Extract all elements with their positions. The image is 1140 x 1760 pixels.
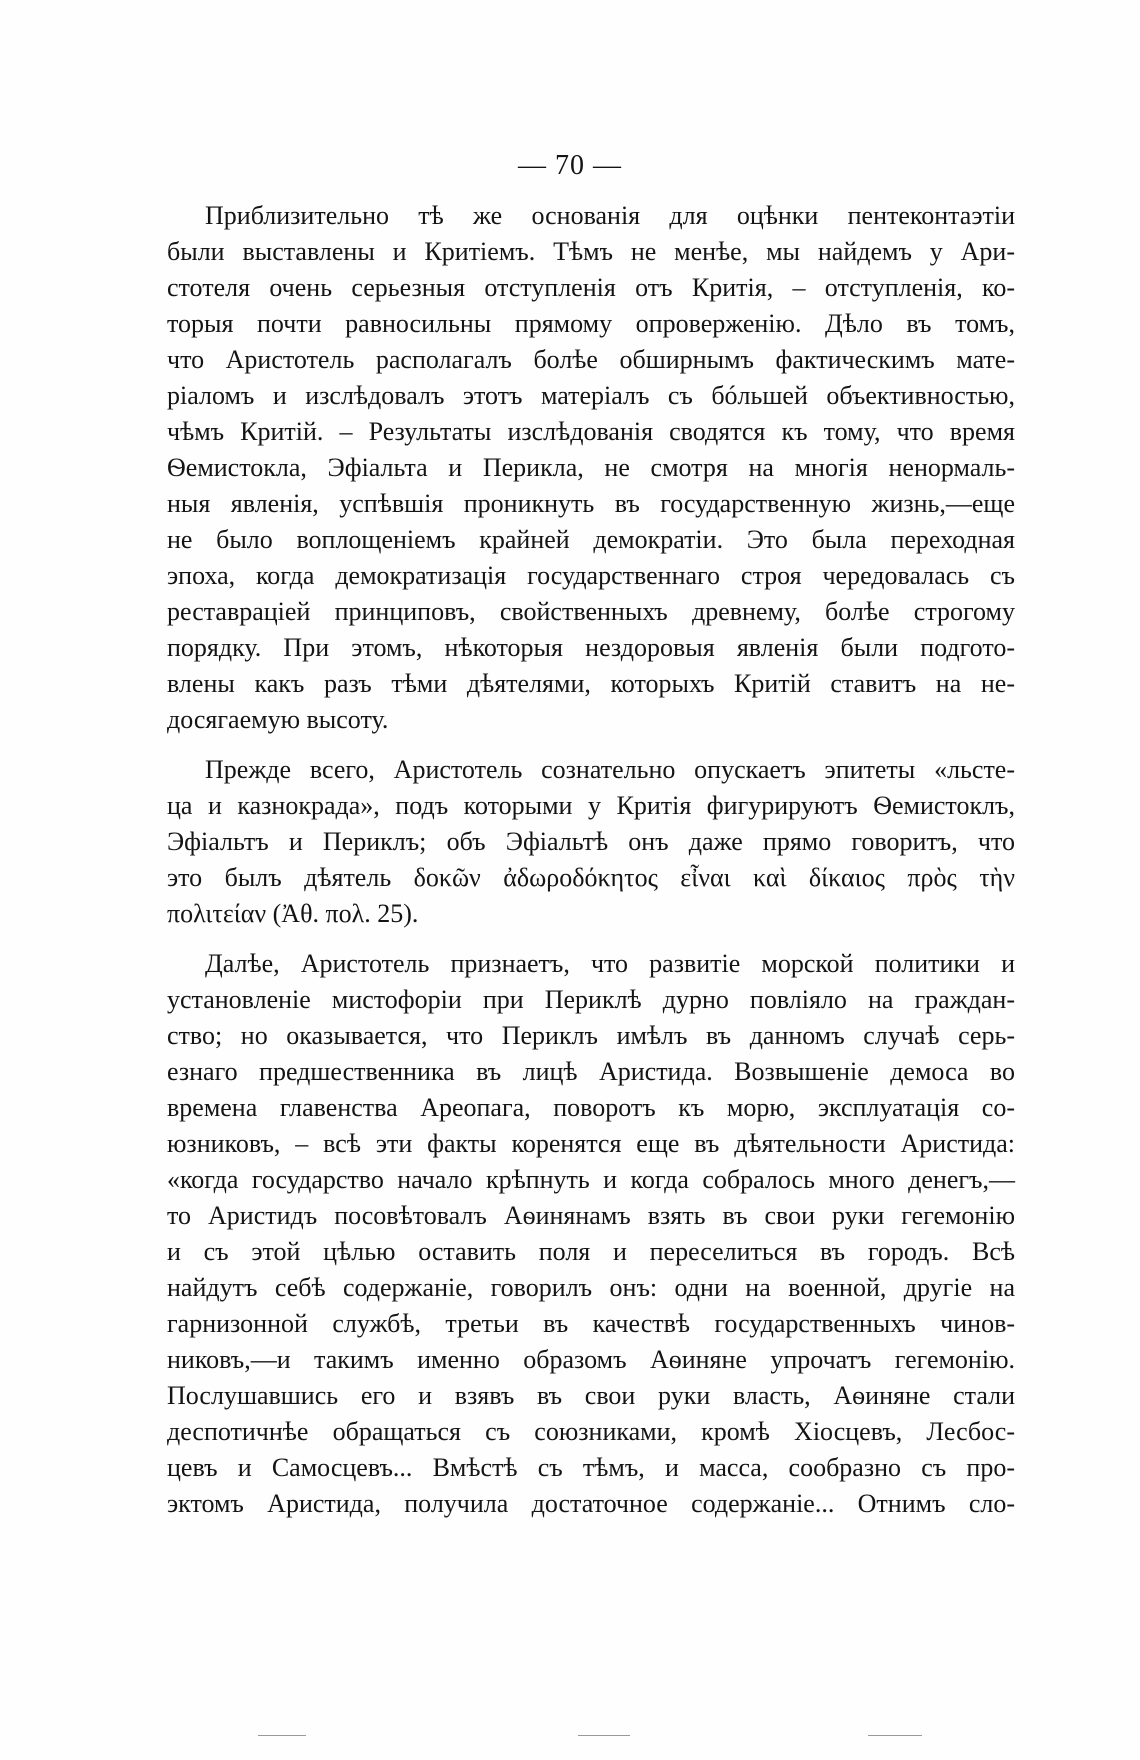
text-line: торыя почти равносильны прямому опроверженію. Дѣло въ томъ, <box>167 309 1015 338</box>
text-line: Прежде всего, Аристотель сознательно опускаетъ эпитеты «льсте- <box>205 755 1015 784</box>
text-line: ство; но оказывается, что Периклъ имѣлъ въ данномъ случаѣ серь- <box>167 1021 1015 1050</box>
text-line: и съ этой цѣлью оставить поля и переселиться въ городъ. Всѣ <box>167 1237 1015 1266</box>
paragraph-3 <box>167 946 1015 1522</box>
text-line: ныя явленія, успѣвшія проникнуть въ государственную жизнь,—еще <box>167 489 1015 518</box>
text-line: влены какъ разъ тѣми дѣятелями, которыхъ Критій ставитъ на не- <box>167 669 1015 698</box>
text-line: езнаго предшественника въ лицѣ Аристида. Возвышеніе демоса во <box>167 1057 1015 1086</box>
text-line: найдутъ себѣ содержаніе, говорилъ онъ: одни на военной, другіе на <box>167 1273 1015 1302</box>
text-line: деспотичнѣе обращаться съ союзниками, кромѣ Хіосцевъ, Лесбос- <box>167 1417 1015 1446</box>
text-line: никовъ,—и такимъ именно образомъ Аѳиняне упрочатъ гегемонію. <box>167 1345 1015 1374</box>
page-number: — 70 — <box>518 150 622 181</box>
text-line: стотеля очень серьезныя отступленія отъ Критія, – отступленія, ко- <box>167 273 1015 302</box>
text-line: «когда государство начало крѣпнуть и когда собралось много денегъ,— <box>167 1165 1015 1194</box>
text-line: Ѳемистокла, Эфіальта и Перикла, не смотря на многія ненормаль- <box>167 453 1015 482</box>
text-line: порядку. При этомъ, нѣкоторыя нездоровыя явленія были подгото- <box>167 633 1015 662</box>
text-line: времена главенства Ареопага, поворотъ къ морю, эксплуатація со- <box>167 1093 1015 1122</box>
text-line: гарнизонной службѣ, третьи въ качествѣ государственныхъ чинов- <box>167 1309 1015 1338</box>
text-line: πολιτείαν (Ἀθ. πολ. 25). <box>167 899 419 928</box>
text-line: то Аристидъ посовѣтовалъ Аѳинянамъ взять въ свои руки гегемонію <box>167 1201 1015 1230</box>
text-line: юзниковъ, – всѣ эти факты коренятся еще въ дѣятельности Аристида: <box>167 1129 1015 1158</box>
text-line: чѣмъ Критій. – Результаты изслѣдованія сводятся къ тому, что время <box>167 417 1015 446</box>
text-line: ріаломъ и изслѣдовалъ этотъ матеріалъ съ бóльшей объективностью, <box>167 381 1015 410</box>
text-line: эпоха, когда демократизація государственнаго строя чередовалась съ <box>167 561 1015 590</box>
text-line: были выставлены и Критіемъ. Тѣмъ не менѣе, мы найдемъ у Ари- <box>167 237 1015 266</box>
paragraph-2 <box>167 752 1015 932</box>
paragraph-1 <box>167 198 1015 738</box>
text-line: досягаемую высоту. <box>167 705 389 734</box>
text-line: установленіе мистофоріи при Периклѣ дурно повліяло на граждан- <box>167 985 1015 1014</box>
text-line: что Аристотель располагалъ болѣе обширнымъ фактическимъ мате- <box>167 345 1015 374</box>
footer-rule <box>868 1735 922 1736</box>
text-line: Приблизительно тѣ же основанія для оцѣнки пентеконтаэтіи <box>205 201 1015 230</box>
text-line: цевъ и Самосцевъ... Вмѣстѣ съ тѣмъ, и масса, сообразно съ про- <box>167 1453 1015 1482</box>
text-line: ца и казнокрада», подъ которыми у Критія фигурируютъ Ѳемистоклъ, <box>167 791 1015 820</box>
text-line: реставраціей принциповъ, свойственныхъ древнему, болѣе строгому <box>167 597 1015 626</box>
text-line: эктомъ Аристида, получила достаточное содержаніе... Отнимъ сло- <box>167 1489 1015 1518</box>
footer-rule <box>578 1735 630 1736</box>
text-line: Далѣе, Аристотель признаетъ, что развитіе морской политики и <box>205 949 1015 978</box>
text-line: это былъ дѣятель δοκῶν ἀδωροδόκητος εἶναι καὶ δίκαιος πρὸς τὴν <box>167 863 1015 892</box>
text-line: не было воплощеніемъ крайней демократіи. Это была переходная <box>167 525 1015 554</box>
footer-rule <box>258 1735 306 1736</box>
body-text <box>167 198 1015 1536</box>
text-line: Эфіальтъ и Периклъ; объ Эфіальтѣ онъ даже прямо говоритъ, что <box>167 827 1015 856</box>
text-line: Послушавшись его и взявъ въ свои руки власть, Аѳиняне стали <box>167 1381 1015 1410</box>
